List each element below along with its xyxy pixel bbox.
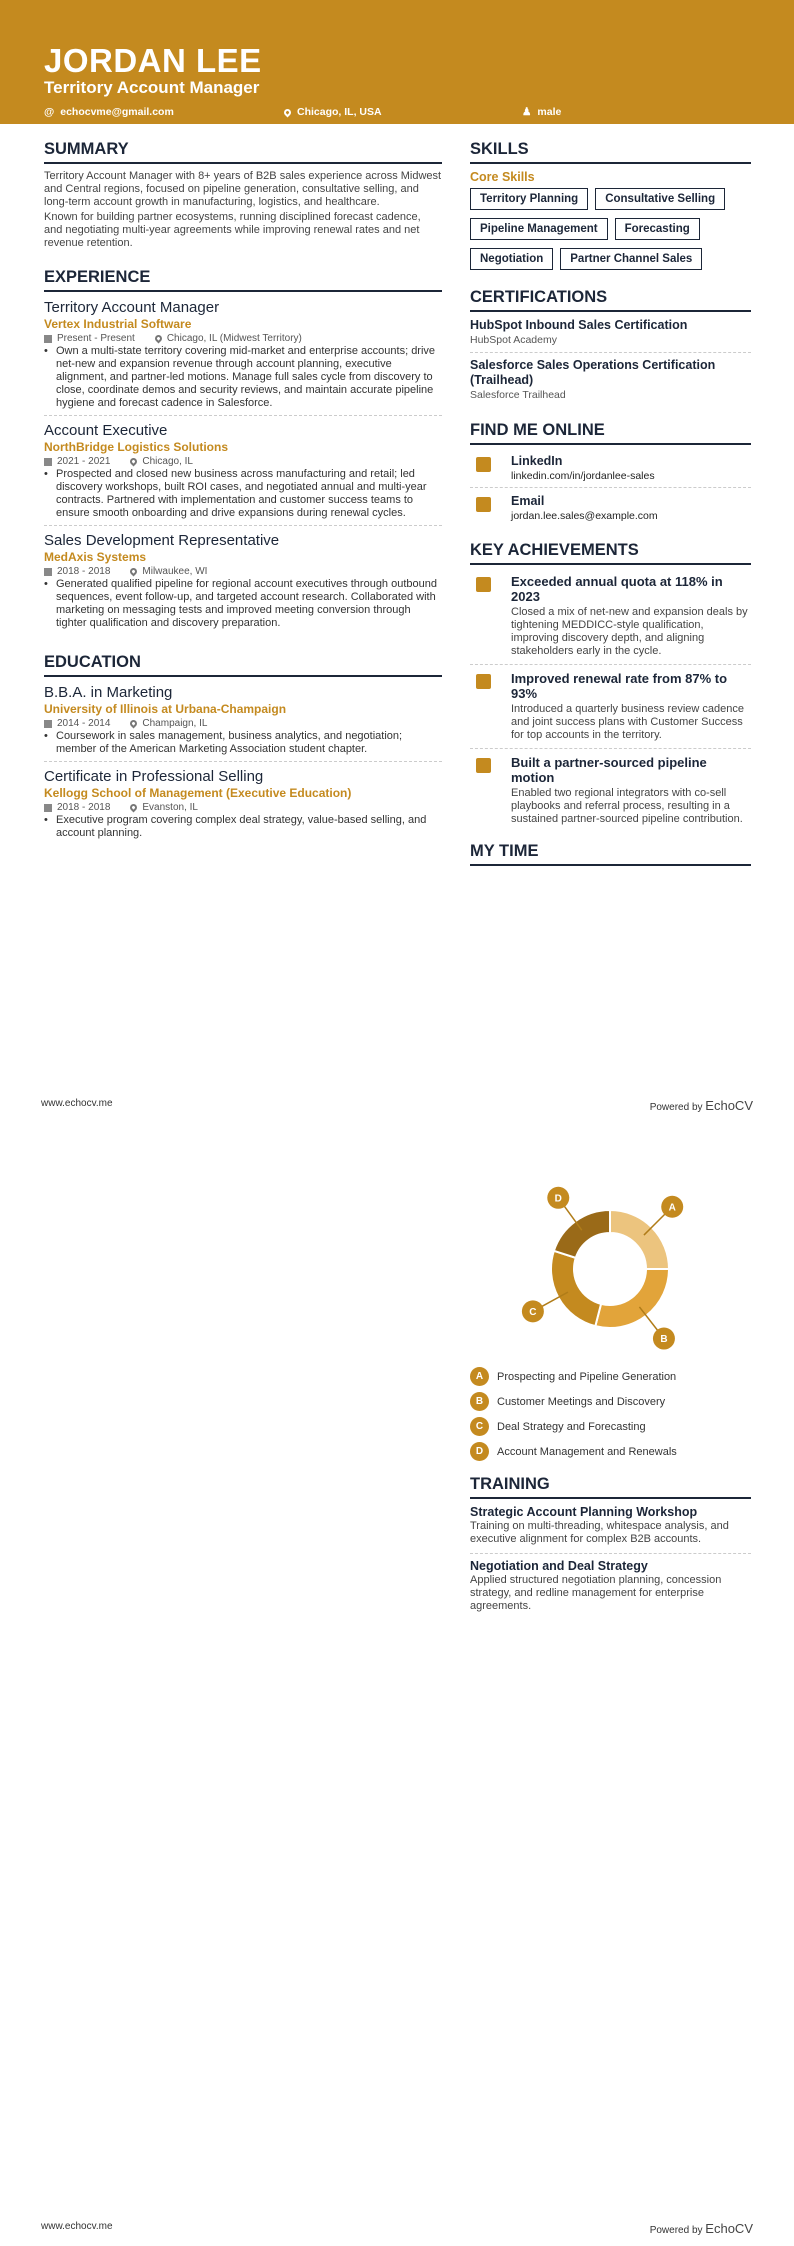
achievement-title: Built a partner-sourced pipeline motion <box>511 755 707 785</box>
email-icon <box>476 497 491 512</box>
header <box>0 0 794 124</box>
online-value[interactable]: linkedin.com/in/jordanlee-sales <box>511 470 655 482</box>
dates <box>44 801 110 814</box>
footer-powered <box>650 1098 753 1113</box>
achievement-desc: Enabled two regional integrators with co-sell playbooks and referral process, resulting in a sustained partner-sourced pipeline contribution. <box>511 787 743 825</box>
location <box>130 801 198 814</box>
skill-tag: Forecasting <box>615 218 700 240</box>
entry-meta <box>44 717 442 730</box>
page-2 <box>0 1123 794 2246</box>
legend-item <box>470 1417 751 1436</box>
calendar-icon <box>44 458 52 466</box>
contact-gender <box>522 106 561 118</box>
bullet-text: • Generated qualified pipeline for regional account executives through outbound sequences, event follow-up, and targeted account research. Collaborated with marketing on messaging tests and improved meeting conversion through tighter qualification and discovery preparation. <box>44 578 442 630</box>
bullet-text: • Coursework in sales management, business analytics, and negotiation; member of the American Marketing Association student chapter. <box>44 730 442 756</box>
footer-powered <box>650 2221 753 2236</box>
email-text: echocvme@gmail.com <box>60 106 174 118</box>
at-icon: @ <box>44 106 55 118</box>
location-text: Champaign, IL <box>142 718 208 729</box>
calendar-icon <box>44 335 52 343</box>
calendar-icon <box>44 804 52 812</box>
contact-email[interactable] <box>44 106 284 118</box>
training-title: Strategic Account Planning Workshop <box>470 1505 698 1519</box>
calendar-icon <box>44 720 52 728</box>
online-label: Email <box>511 494 545 508</box>
achievement-text <box>511 574 751 660</box>
candidate-name: JORDAN LEE <box>44 42 262 79</box>
entry-meta <box>44 565 442 578</box>
certification-issuer: HubSpot Academy <box>470 334 557 346</box>
powered-text: Powered by <box>649 1102 703 1113</box>
legend-badge: A <box>470 1367 489 1386</box>
dates-text: 2018 - 2018 <box>57 566 111 577</box>
right-column <box>470 140 751 872</box>
callout-letter: A <box>668 1202 676 1214</box>
footer <box>41 1098 753 1113</box>
online-item <box>470 451 751 488</box>
location-icon <box>129 803 139 813</box>
donut-slice <box>554 1210 610 1258</box>
legend-label: Deal Strategy and Forecasting <box>497 1420 646 1433</box>
skill-tag: Negotiation <box>470 248 553 270</box>
certification-name: HubSpot Inbound Sales Certification <box>470 318 688 332</box>
donut-slice <box>595 1269 669 1328</box>
organization-name: University of Illinois at Urbana-Champaign <box>44 702 287 716</box>
entry-meta <box>44 455 442 468</box>
training-desc: Training on multi-threading, whitespace analysis, and executive alignment for complex B2B accounts. <box>470 1520 729 1545</box>
organization-name: Kellogg School of Management (Executive Education) <box>44 786 352 800</box>
location-text: Milwaukee, WI <box>142 566 208 577</box>
location-text: Chicago, IL, USA <box>297 106 382 118</box>
legend-badge: B <box>470 1392 489 1411</box>
dates-text: 2014 - 2014 <box>57 718 111 729</box>
dates <box>44 717 110 730</box>
online-text <box>511 494 658 523</box>
achievement-desc: Introduced a quarterly business review cadence and joint success plans with Customer Success for top accounts in the territory. <box>511 703 744 741</box>
skill-tag: Consultative Selling <box>595 188 725 210</box>
achievement-desc: Closed a mix of net-new and expansion deals by tightening MEDDICC-style qualification, improving discovery depth, and aligning stakeholders early in the cycle. <box>511 606 748 657</box>
callout-letter: C <box>529 1306 537 1318</box>
online-heading: FIND ME ONLINE <box>470 421 751 445</box>
legend-badge: D <box>470 1442 489 1461</box>
location <box>130 455 193 468</box>
book-icon <box>476 674 491 689</box>
calendar-icon <box>44 568 52 576</box>
brand-text: EchoCV <box>705 1098 753 1113</box>
callout-letter: B <box>660 1334 668 1346</box>
location-icon <box>129 719 139 729</box>
entry <box>44 767 442 845</box>
legend-item <box>470 1442 751 1461</box>
location-icon <box>153 334 163 344</box>
entry <box>44 298 442 416</box>
achievement-item <box>470 668 751 749</box>
legend-label: Prospecting and Pipeline Generation <box>497 1370 677 1383</box>
gender-text: male <box>537 106 562 118</box>
entry-title: Account Executive <box>44 422 168 439</box>
left-column <box>44 140 442 850</box>
legend-item <box>470 1367 751 1386</box>
mytime-heading: MY TIME <box>470 842 751 866</box>
entry-title: Sales Development Representative <box>44 532 280 549</box>
entry <box>44 683 442 762</box>
location-icon <box>129 567 139 577</box>
legend-label: Customer Meetings and Discovery <box>497 1395 666 1408</box>
online-label: LinkedIn <box>511 454 563 468</box>
certification-name: Salesforce Sales Operations Certification (Trailhead) <box>470 358 716 387</box>
dates-text: Present - Present <box>57 333 135 344</box>
card-icon <box>476 577 491 592</box>
summary-heading: SUMMARY <box>44 140 442 164</box>
certification-issuer: Salesforce Trailhead <box>470 389 566 401</box>
contact-location <box>284 106 522 118</box>
location-icon <box>129 457 139 467</box>
location <box>155 332 302 345</box>
dates <box>44 565 110 578</box>
entry-title: Certificate in Professional Selling <box>44 768 264 785</box>
online-value[interactable]: jordan.lee.sales@example.com <box>511 510 658 522</box>
skill-tag: Pipeline Management <box>470 218 608 240</box>
achievement-item <box>470 752 751 832</box>
entry-meta <box>44 332 442 345</box>
bullet-text: • Prospected and closed new business across manufacturing and retail; led discovery workshops, built ROI cases, and negotiated annual and multi-year contracts. Partnered with implementation and customer success teams to ensure smooth onboarding and drive expansions during renewal cycles. <box>44 468 442 520</box>
job-title: Territory Account Manager <box>44 78 260 97</box>
training-item <box>470 1559 751 1620</box>
training-heading: TRAINING <box>470 1475 751 1499</box>
online-text <box>511 454 655 483</box>
location <box>130 717 207 730</box>
bullet-text: • Own a multi-state territory covering mid-market and enterprise accounts; drive net-new and expansion revenue through account planning, executive alignment, and partner-led motions. Manage full sales cycle from discovery to close, coordinate demos and security reviews, and maintain accurate pipeline hygiene and forecast cadence in Salesforce. <box>44 345 442 410</box>
time-donut-chart <box>470 1175 751 1350</box>
footer <box>41 2221 753 2236</box>
right-column-2 <box>470 1175 751 1625</box>
location-text: Chicago, IL <box>142 456 193 467</box>
entry-title: Territory Account Manager <box>44 299 220 316</box>
achievement-title: Improved renewal rate from 87% to 93% <box>511 671 728 701</box>
experience-heading: EXPERIENCE <box>44 268 442 292</box>
bullet-text: • Executive program covering complex deal strategy, value-based selling, and account planning. <box>44 814 442 840</box>
training-title: Negotiation and Deal Strategy <box>470 1559 648 1573</box>
legend-badge: C <box>470 1417 489 1436</box>
dates <box>44 455 110 468</box>
linkedin-icon <box>476 457 491 472</box>
certifications-heading: CERTIFICATIONS <box>470 288 751 312</box>
education-heading: EDUCATION <box>44 653 442 677</box>
organization-name: MedAxis Systems <box>44 550 147 564</box>
dates <box>44 332 135 345</box>
achievement-item <box>470 571 751 665</box>
online-item <box>470 491 751 527</box>
skills-heading: SKILLS <box>470 140 751 164</box>
footer-site-link[interactable]: www.echocv.me <box>41 1098 113 1109</box>
organization-name: Vertex Industrial Software <box>44 317 192 331</box>
brand-text: EchoCV <box>705 2221 753 2236</box>
achievements-heading: KEY ACHIEVEMENTS <box>470 541 751 565</box>
skills-group: Core Skills <box>470 170 535 184</box>
skill-tag: Territory Planning <box>470 188 588 210</box>
footer-site-link[interactable]: www.echocv.me <box>41 2221 113 2232</box>
location-text: Evanston, IL <box>142 802 198 813</box>
achievement-title: Exceeded annual quota at 118% in 2023 <box>511 574 723 604</box>
powered-text: Powered by <box>649 2225 703 2236</box>
location-icon <box>283 107 293 117</box>
location <box>130 565 207 578</box>
certification-item <box>470 358 751 407</box>
entry-meta <box>44 801 442 814</box>
entry <box>44 531 442 635</box>
summary-text: Known for building partner ecosystems, running disciplined forecast cadence, and negotiating multi-year agreements while improving renewal rates and net revenue retention. <box>44 211 421 249</box>
dates-text: 2018 - 2018 <box>57 802 111 813</box>
legend-label: Account Management and Renewals <box>497 1445 677 1458</box>
training-item <box>470 1505 751 1554</box>
dates-text: 2021 - 2021 <box>57 456 111 467</box>
entry-title: B.B.A. in Marketing <box>44 684 173 701</box>
donut-slice <box>551 1251 601 1326</box>
entry <box>44 421 442 526</box>
location-text: Chicago, IL (Midwest Territory) <box>166 333 302 344</box>
summary-text: Territory Account Manager with 8+ years of B2B sales experience across Midwest and Central regions, focused on pipeline generation, consultative selling, and long-term account growth in manufacturing, logistics, and healthcare. <box>44 170 442 208</box>
person-icon: ♟ <box>522 106 532 118</box>
organization-name: NorthBridge Logistics Solutions <box>44 440 229 454</box>
achievement-text <box>511 755 751 828</box>
training-desc: Applied structured negotiation planning, concession strategy, and redline management for enterprise agreements. <box>470 1574 722 1612</box>
skill-tag: Partner Channel Sales <box>560 248 702 270</box>
invoice-icon <box>476 758 491 773</box>
achievement-text <box>511 671 751 744</box>
callout-letter: D <box>554 1193 562 1205</box>
legend-item <box>470 1392 751 1411</box>
certification-item <box>470 318 751 353</box>
